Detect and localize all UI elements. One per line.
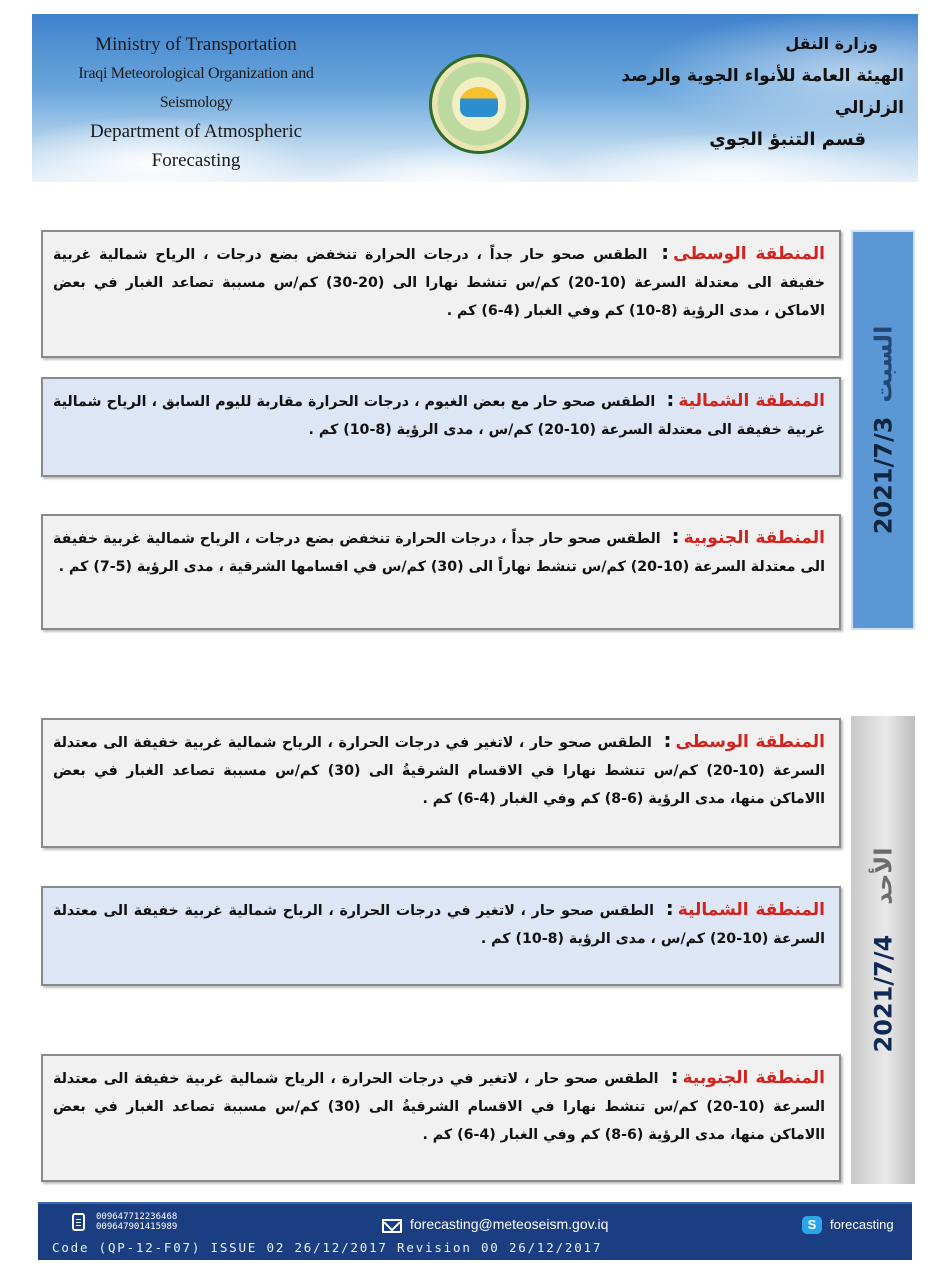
forecast-text: الطقس صحو حار جداً ، درجات الحرارة تنخفض بضع درجات ، الرياح شمالية غربية خفيفة الى معتدلة السرعة (10-20) كم/س تنشط نهاراً الى (30) كم/س في اقسامها الشرقية ، مدى الرؤية (5-7) كم .: [53, 531, 825, 575]
ministry-name-ar: وزارة النقل: [785, 34, 878, 53]
forecast-central-day2: المنطقة الوسطى: الطقس صحو حار ، لاتغير في درجات الحرارة ، الرياح شمالية غربية خفيفة الى معتدلة السرعة (10-20) كم/س تنشط نهارا في الاقسام الشرقيةُ الى (30) كم/س مسببة تصاعد الغبار في بعض االاماكن منها، مدى الرؤية (6-8) كم وفي الغبار (4-6) كم .: [41, 718, 841, 848]
sun-cloud-icon: [460, 87, 498, 117]
forecast-text: الطقس صحو حار ، لاتغير في درجات الحرارة ، الرياح شمالية غربية خفيفة الى معتدلة السرعة (10-20) كم/س ، مدى الرؤية (8-10) كم .: [53, 903, 825, 947]
phone-numbers: [96, 1212, 177, 1232]
skype-icon: S: [802, 1216, 822, 1234]
phone-number: 009647901415989: [96, 1222, 178, 1232]
region-name: المنطقة الوسطى: [675, 732, 826, 752]
day-date: 2021/7/4: [869, 934, 897, 1053]
header-english: [46, 30, 346, 175]
day-label-sunday: [851, 716, 915, 1184]
forecast-south-day1: المنطقة الجنوبية: الطقس صحو حار جداً ، درجات الحرارة تنخفض بضع درجات ، الرياح شمالية غربية خفيفة الى معتدلة السرعة (10-20) كم/س تنشط نهاراً الى (30) كم/س في اقسامها الشرقية ، مدى الرؤية (5-7) كم .: [41, 514, 841, 630]
footer-bar: [38, 1202, 912, 1260]
day-name: الأحد: [869, 847, 897, 905]
meteorology-seal-logo: [429, 54, 529, 154]
skype-handle[interactable]: forecasting: [830, 1217, 894, 1232]
forecast-south-day2: المنطقة الجنوبية: الطقس صحو حار ، لاتغير في درجات الحرارة ، الرياح شمالية غربية خفيفة الى معتدلة السرعة (10-20) كم/س تنشط نهارا في الاقسام الشرقيةُ الى (30) كم/س مسببة تصاعد الغبار في بعض االاماكن منها، مدى الرؤية (6-8) كم وفي الغبار (4-6) كم .: [41, 1054, 841, 1182]
region-name: المنطقة الجنوبية: [682, 1068, 825, 1088]
region-name: المنطقة الجنوبية: [683, 528, 825, 548]
forecast-north-day2: المنطقة الشمالية: الطقس صحو حار ، لاتغير في درجات الحرارة ، الرياح شمالية غربية خفيفة الى معتدلة السرعة (10-20) كم/س ، مدى الرؤية (8-10) كم .: [41, 886, 841, 986]
forecast-central-day1: المنطقة الوسطى: الطقس صحو حار جداً ، درجات الحرارة تنخفض بضع درجات ، الرياح شمالية غربية خفيفة الى معتدلة السرعة (10-20) كم/س تنشط نهارا الى (20-30) كم/س مسببة تصاعد الغبار في بعض الاماكن ، مدى الرؤية (8-10) كم وفي الغبار (4-6) كم .: [41, 230, 841, 358]
organization-name-en: Iraqi Meteorological Organization and Seismology: [78, 65, 314, 111]
header-banner: [32, 14, 918, 182]
department-name-en: Department of Atmospheric Forecasting: [89, 121, 303, 171]
phone-icon: [72, 1213, 85, 1231]
ministry-name-en: Ministry of Transportation: [95, 34, 297, 55]
forecast-north-day1: المنطقة الشمالية: الطقس صحو حار مع بعض الغيوم ، درجات الحرارة مقاربة لليوم السابق ، الرياح شمالية غربية خفيفة الى معتدلة السرعة (10-20) كم/س ، مدى الرؤية (8-10) كم .: [41, 377, 841, 477]
region-name: المنطقة الشمالية: [678, 391, 825, 411]
email-icon: [382, 1219, 402, 1233]
forecast-text: الطقس صحو حار مع بعض الغيوم ، درجات الحرارة مقاربة لليوم السابق ، الرياح شمالية غربية خفيفة الى معتدلة السرعة (10-20) كم/س ، مدى الرؤية (8-10) كم .: [53, 394, 825, 438]
day-date: 2021/7/3: [869, 416, 898, 535]
email-link[interactable]: forecasting@meteoseism.gov.iq: [410, 1216, 609, 1232]
forecast-text: الطقس صحو حار ، لاتغير في درجات الحرارة ، الرياح شمالية غربية خفيفة الى معتدلة السرعة (10-20) كم/س تنشط نهارا في الاقسام الشرقيةُ الى (30) كم/س مسببة تصاعد الغبار في بعض االاماكن منها، مدى الرؤية (6-8) كم وفي الغبار (4-6) كم .: [53, 1071, 826, 1143]
department-name-ar: قسم التنبؤ الجوي: [709, 129, 866, 150]
day-name: السبت: [869, 325, 898, 403]
day-label-saturday: [851, 230, 915, 630]
organization-name-ar: الهيئة العامة للأنواء الجوية والرصد الزلزالي: [621, 66, 904, 118]
forecast-text: الطقس صحو حار ، لاتغير في درجات الحرارة ، الرياح شمالية غربية خفيفة الى معتدلة السرعة (10-20) كم/س تنشط نهارا في الاقسام الشرقيةُ الى (30) كم/س مسببة تصاعد الغبار في بعض االاماكن منها، مدى الرؤية (6-8) كم وفي الغبار (4-6) كم .: [53, 735, 826, 807]
header-arabic: [604, 28, 904, 156]
region-name: المنطقة الشمالية: [677, 900, 825, 920]
region-name: المنطقة الوسطى: [673, 244, 825, 264]
phone-number: 009647712236468: [96, 1212, 178, 1222]
document-code: Code (QP-12-F07) ISSUE 02 26/12/2017 Revision 00 26/12/2017: [52, 1240, 603, 1255]
forecast-text: الطقس صحو حار جداً ، درجات الحرارة تنخفض بضع درجات ، الرياح شمالية غربية خفيفة الى معتدلة السرعة (10-20) كم/س تنشط نهارا الى (20-30) كم/س مسببة تصاعد الغبار في بعض الاماكن ، مدى الرؤية (8-10) كم وفي الغبار (4-6) كم .: [53, 247, 825, 319]
